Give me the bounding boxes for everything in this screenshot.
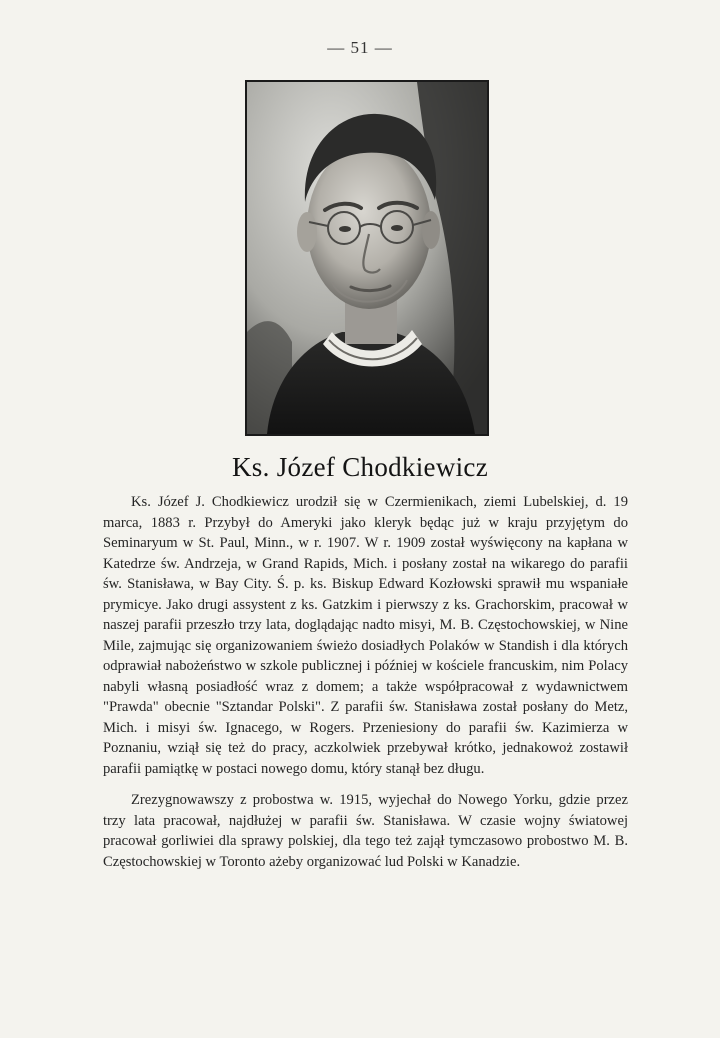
paragraph-later-career: Zrezygnowawszy z probostwa w. 1915, wyjechał do Nowego Yorku, gdzie przez trzy lata pracował, najdłużej w parafii św. Stanisława. W czasie wojny światowej pracował gorliwiei dla sprawy polskiej, dla tego też zajął tymczasowo probostwo M. B. Częstochowskiej w Toronto ażeby organizować lud Polski w Kanadzie. xyxy=(103,792,628,870)
article-body xyxy=(103,492,628,872)
priest-portrait-image xyxy=(247,82,487,434)
paragraph-biography: Ks. Józef J. Chodkiewicz urodził się w Czermienikach, ziemi Lubelskiej, d. 19 marca, 1883 r. Przybył do Ameryki jako kleryk będąc już w kraju przyjętym do Seminaryum w St. Paul, Minn., w r. 1907. W r. 1909 został wyświęcony na kapłana w Katedrze św. Andrzeja, w Grand Rapids, Mich. i posłany został na wikarego do parafii św. Stanisława, w Bay City. Ś. p. ks. Biskup Edward Kozłowski sprawił mu wspaniałe prymicye. Jako drugi assystent z ks. Gatzkim i pierwszy z ks. Grachorskim, pracował w naszej parafii przeszło trzy lata, doglądając nadto misyi, M. B. Częstochowskiej, w Nine Mile, zajmując się organizowaniem świeżo dosiadłych Polaków w Standish i dla których odprawiał nabożeństwo w szkole publicznej i później w kościele francuskim, nim Polacy nabyli własną posiadłość wraz z domem; a także współpracował z wydawnictwem "Prawda" obecnie "Sztandar Polski". Z parafii św. Stanisława został posłany do Metz, Mich. i misyi św. Ignacego, w Rogers. Przeniesiony do parafii św. Kazimierza w Poznaniu, wziął się też do pracy, aczkolwiek przebywał krótko, jednakowoż zostawił parafii pamiątkę w postaci nowego domu, który stanął bez długu. xyxy=(103,494,628,777)
page-number: — 51 — xyxy=(327,38,393,57)
portrait-caption: Ks. Józef Chodkiewicz xyxy=(232,452,488,482)
portrait-photo xyxy=(245,80,489,436)
